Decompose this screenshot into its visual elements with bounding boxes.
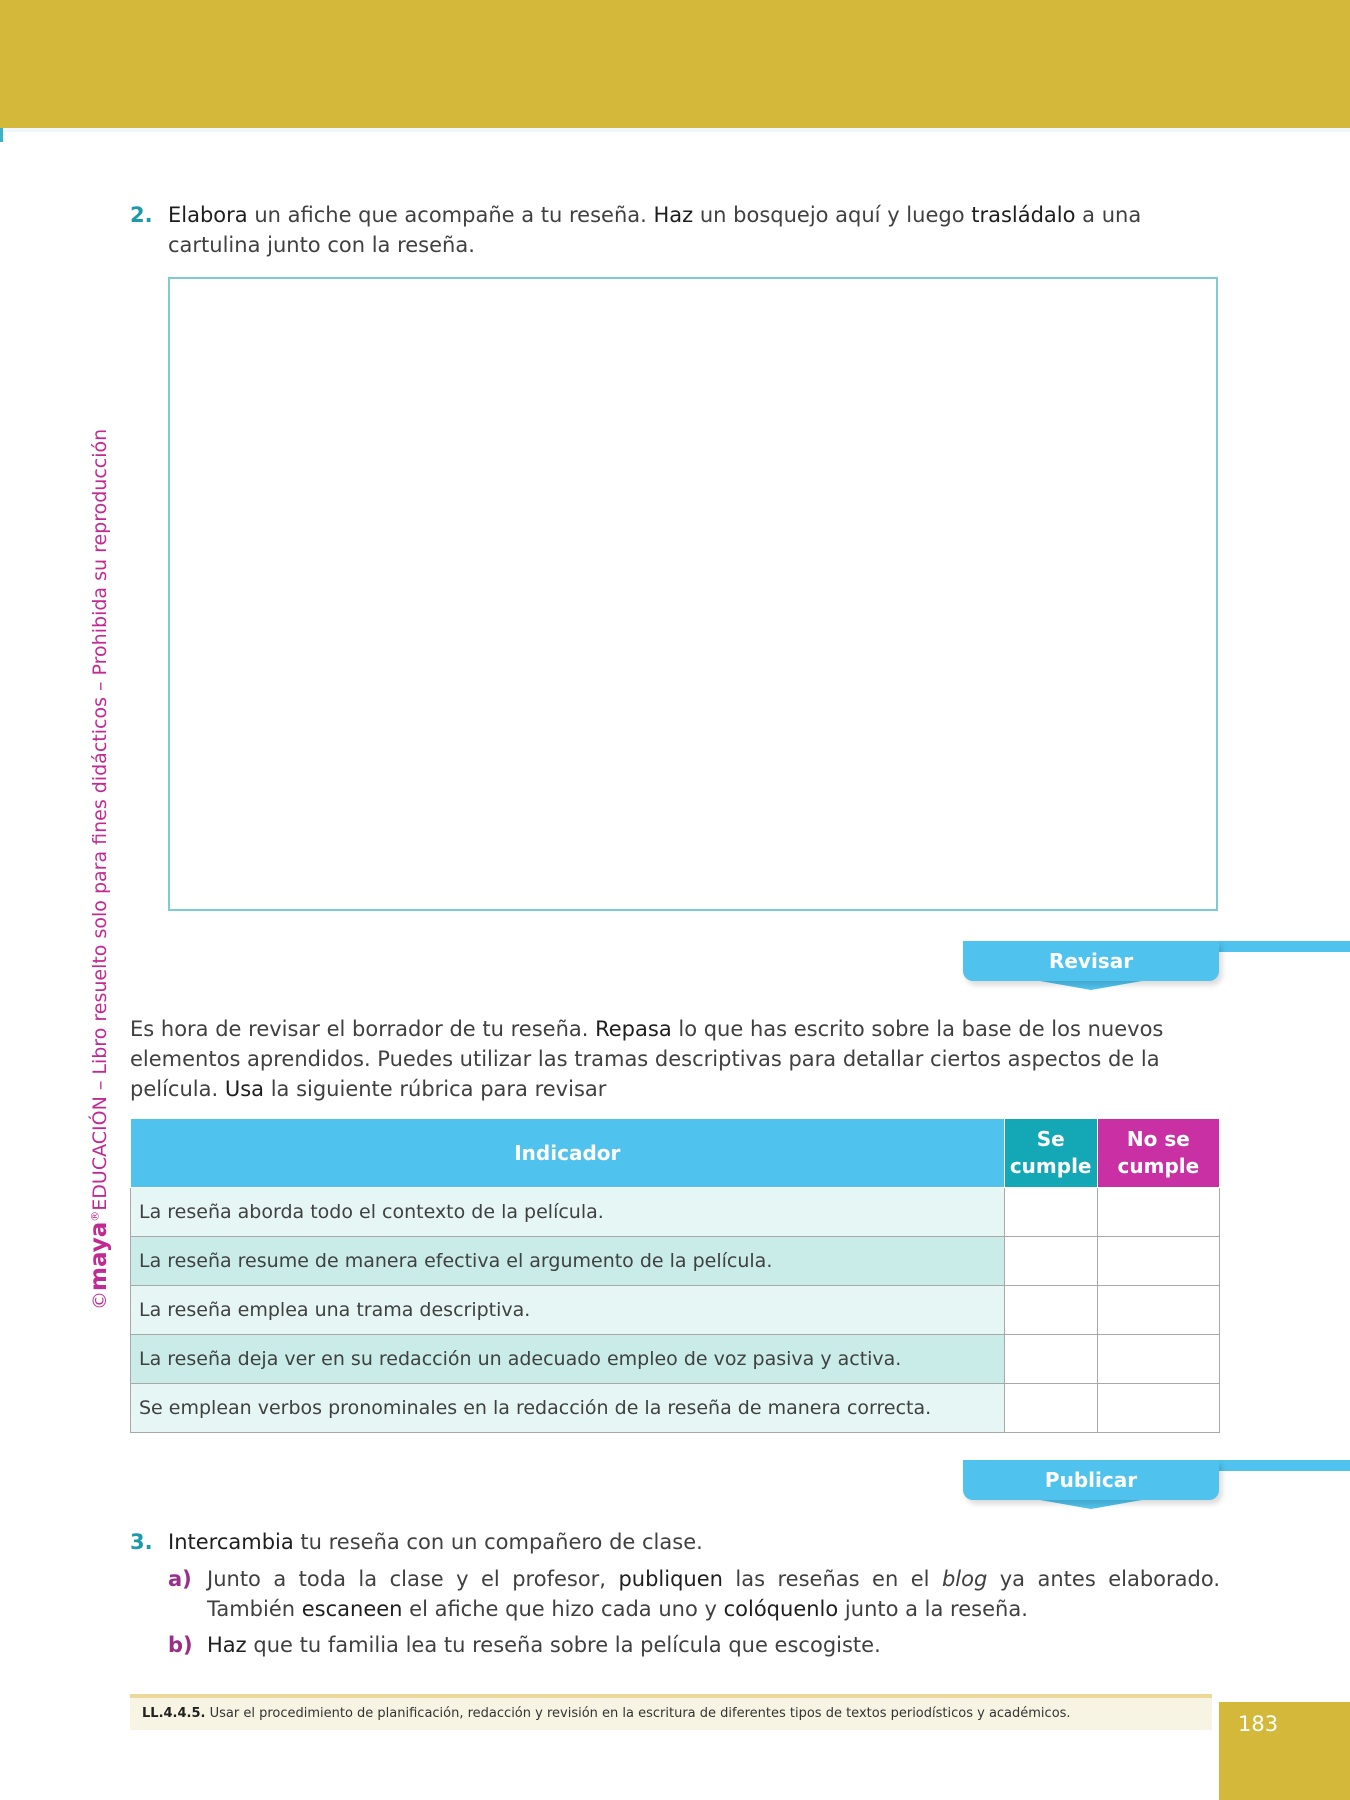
activity-3	[130, 1527, 1220, 1557]
text-part: un bosquejo aquí y luego	[693, 203, 972, 227]
text-part: las reseñas en el	[722, 1567, 942, 1591]
sub-item-a-text	[207, 1564, 1220, 1624]
copyright-symbol: ©	[89, 1291, 111, 1310]
activity-number: 3.	[130, 1530, 153, 1554]
revisar-tab: Revisar	[963, 941, 1219, 981]
indicator-cell: La reseña deja ver en su redacción un adecuado empleo de voz pasiva y activa.	[131, 1335, 1005, 1384]
no-se-cumple-cell[interactable]	[1097, 1237, 1219, 1286]
text-part: un afiche que acompañe a tu reseña.	[247, 203, 654, 227]
se-cumple-cell[interactable]	[1004, 1188, 1097, 1237]
revisar-instructions	[130, 1014, 1220, 1104]
header-se-cumple: Se cumple	[1004, 1119, 1097, 1188]
text-part: Junto a toda la clase y el profesor,	[207, 1567, 619, 1591]
sketch-area[interactable]	[168, 277, 1218, 911]
sub-item-b-text	[207, 1630, 1220, 1660]
verb-trasladalo: trasládalo	[971, 203, 1076, 227]
rubric-table	[130, 1118, 1220, 1433]
header-mark	[0, 128, 3, 142]
verb-usa: Usa	[224, 1077, 265, 1101]
registered-symbol: ®	[88, 1210, 102, 1222]
activity-2	[130, 200, 1220, 260]
se-cumple-cell[interactable]	[1004, 1286, 1097, 1335]
se-cumple-cell[interactable]	[1004, 1384, 1097, 1433]
text-part: a una cartulina junto con la reseña.	[168, 203, 1142, 257]
verb-haz: Haz	[207, 1633, 247, 1657]
text-part: ya antes elaborado. También	[207, 1567, 1221, 1621]
table-row	[131, 1384, 1220, 1433]
indicator-cell: La reseña resume de manera efectiva el argumento de la película.	[131, 1237, 1005, 1286]
copyright-sidebar	[86, 429, 112, 1310]
indicator-cell: La reseña aborda todo el contexto de la película.	[131, 1188, 1005, 1237]
verb-publiquen: publiquen	[618, 1567, 723, 1591]
no-se-cumple-cell[interactable]	[1097, 1188, 1219, 1237]
no-se-cumple-cell[interactable]	[1097, 1286, 1219, 1335]
table-row	[131, 1188, 1220, 1237]
page-number: 183	[1238, 1712, 1279, 1736]
brand-logo: maya	[86, 1221, 112, 1291]
activity-2-text	[168, 200, 1220, 260]
standard-code: LL.4.4.5.	[142, 1706, 206, 1721]
sub-item-label: a)	[168, 1567, 192, 1591]
header-no-se-cumple: No se cumple	[1097, 1119, 1219, 1188]
rubric-header-row	[131, 1119, 1220, 1188]
revisar-band	[1219, 941, 1350, 952]
text-part: lo que has escrito sobre la base de los nuevos elementos aprendidos. Puedes utilizar las tramas descriptivas para detallar ciertos aspectos de la película.	[130, 1017, 1164, 1101]
no-se-cumple-cell[interactable]	[1097, 1384, 1219, 1433]
top-header-bar	[0, 0, 1350, 128]
table-row	[131, 1335, 1220, 1384]
curriculum-standard	[142, 1706, 1071, 1721]
text-part: tu reseña con un compañero de clase.	[293, 1530, 703, 1554]
activity-number: 2.	[130, 203, 153, 227]
word-blog: blog	[941, 1567, 988, 1591]
table-row	[131, 1237, 1220, 1286]
indicator-cell: La reseña emplea una trama descriptiva.	[131, 1286, 1005, 1335]
text-part: el afiche que hizo cada uno y	[402, 1597, 724, 1621]
se-cumple-cell[interactable]	[1004, 1237, 1097, 1286]
verb-elabora: Elabora	[168, 203, 248, 227]
activity-3-text	[168, 1527, 1220, 1557]
header-indicator: Indicador	[131, 1119, 1005, 1188]
se-cumple-cell[interactable]	[1004, 1335, 1097, 1384]
verb-coloquenlo: colóquenlo	[723, 1597, 839, 1621]
verb-intercambia: Intercambia	[168, 1530, 294, 1554]
text-part: junto a la reseña.	[838, 1597, 1028, 1621]
standard-text: Usar el procedimiento de planificación, redacción y revisión en la escritura de diferentes tipos de textos periodísticos y académicos.	[205, 1706, 1071, 1721]
sub-item-b	[168, 1630, 1220, 1660]
verb-haz: Haz	[653, 203, 694, 227]
copyright-notice: EDUCACIÓN – Libro resuelto solo para fines didácticos – Prohibida su reproducción	[89, 428, 111, 1211]
no-se-cumple-cell[interactable]	[1097, 1335, 1219, 1384]
table-row	[131, 1286, 1220, 1335]
verb-escaneen: escaneen	[301, 1597, 403, 1621]
sub-item-label: b)	[168, 1633, 193, 1657]
header-rule	[0, 128, 1350, 132]
text-part: que tu familia lea tu reseña sobre la película que escogiste.	[246, 1633, 881, 1657]
verb-repasa: Repasa	[595, 1017, 672, 1041]
text-part: la siguiente rúbrica para revisar	[264, 1077, 607, 1101]
publicar-band	[1219, 1460, 1350, 1471]
indicator-cell: Se emplean verbos pronominales en la redacción de la reseña de manera correcta.	[131, 1384, 1005, 1433]
sub-item-a	[168, 1564, 1220, 1624]
publicar-tab: Publicar	[963, 1460, 1219, 1500]
text-part: Es hora de revisar el borrador de tu reseña.	[130, 1017, 596, 1041]
